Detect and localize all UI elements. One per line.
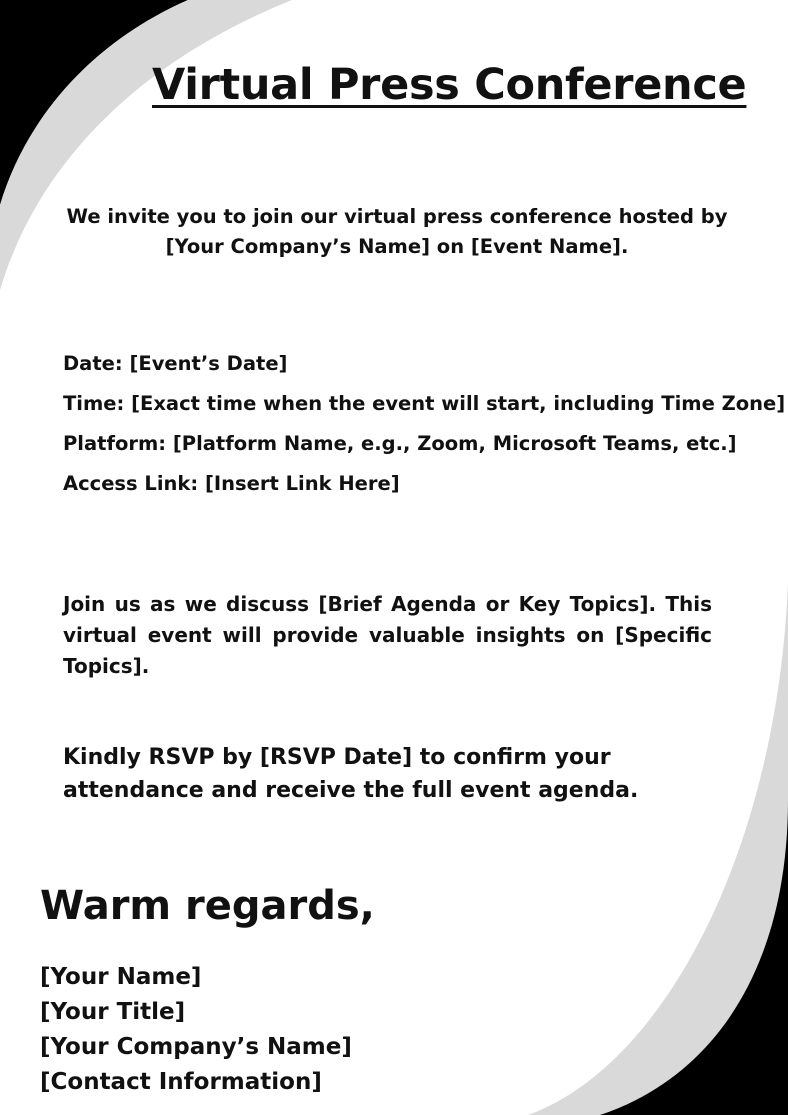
intro-paragraph: We invite you to join our virtual press conference hosted by [Your Company’s Name] on [Event Name]. bbox=[66, 205, 728, 258]
detail-date: Date: [Event’s Date] bbox=[63, 352, 288, 375]
signature-name: [Your Name] bbox=[40, 964, 202, 990]
rsvp-paragraph: Kindly RSVP by [RSVP Date] to confirm your attendance and receive the full event agenda. bbox=[63, 745, 639, 803]
detail-time: Time: [Exact time when the event will start, including Time Zone] bbox=[63, 392, 786, 415]
event-details-list bbox=[63, 344, 786, 504]
closing-salutation: Warm regards, bbox=[40, 883, 375, 929]
signature-block bbox=[40, 960, 352, 1100]
detail-platform: Platform: [Platform Name, e.g., Zoom, Microsoft Teams, etc.] bbox=[63, 432, 737, 455]
detail-access-link: Access Link: [Insert Link Here] bbox=[63, 472, 400, 495]
signature-title: [Your Title] bbox=[40, 999, 186, 1025]
signature-contact: [Contact Information] bbox=[40, 1069, 322, 1095]
signature-company: [Your Company’s Name] bbox=[40, 1034, 352, 1060]
page-title: Virtual Press Conference bbox=[152, 60, 747, 110]
agenda-paragraph: Join us as we discuss [Brief Agenda or Key Topics]. This virtual event will provide valuable insights on [Specific Topics]. bbox=[63, 592, 712, 678]
